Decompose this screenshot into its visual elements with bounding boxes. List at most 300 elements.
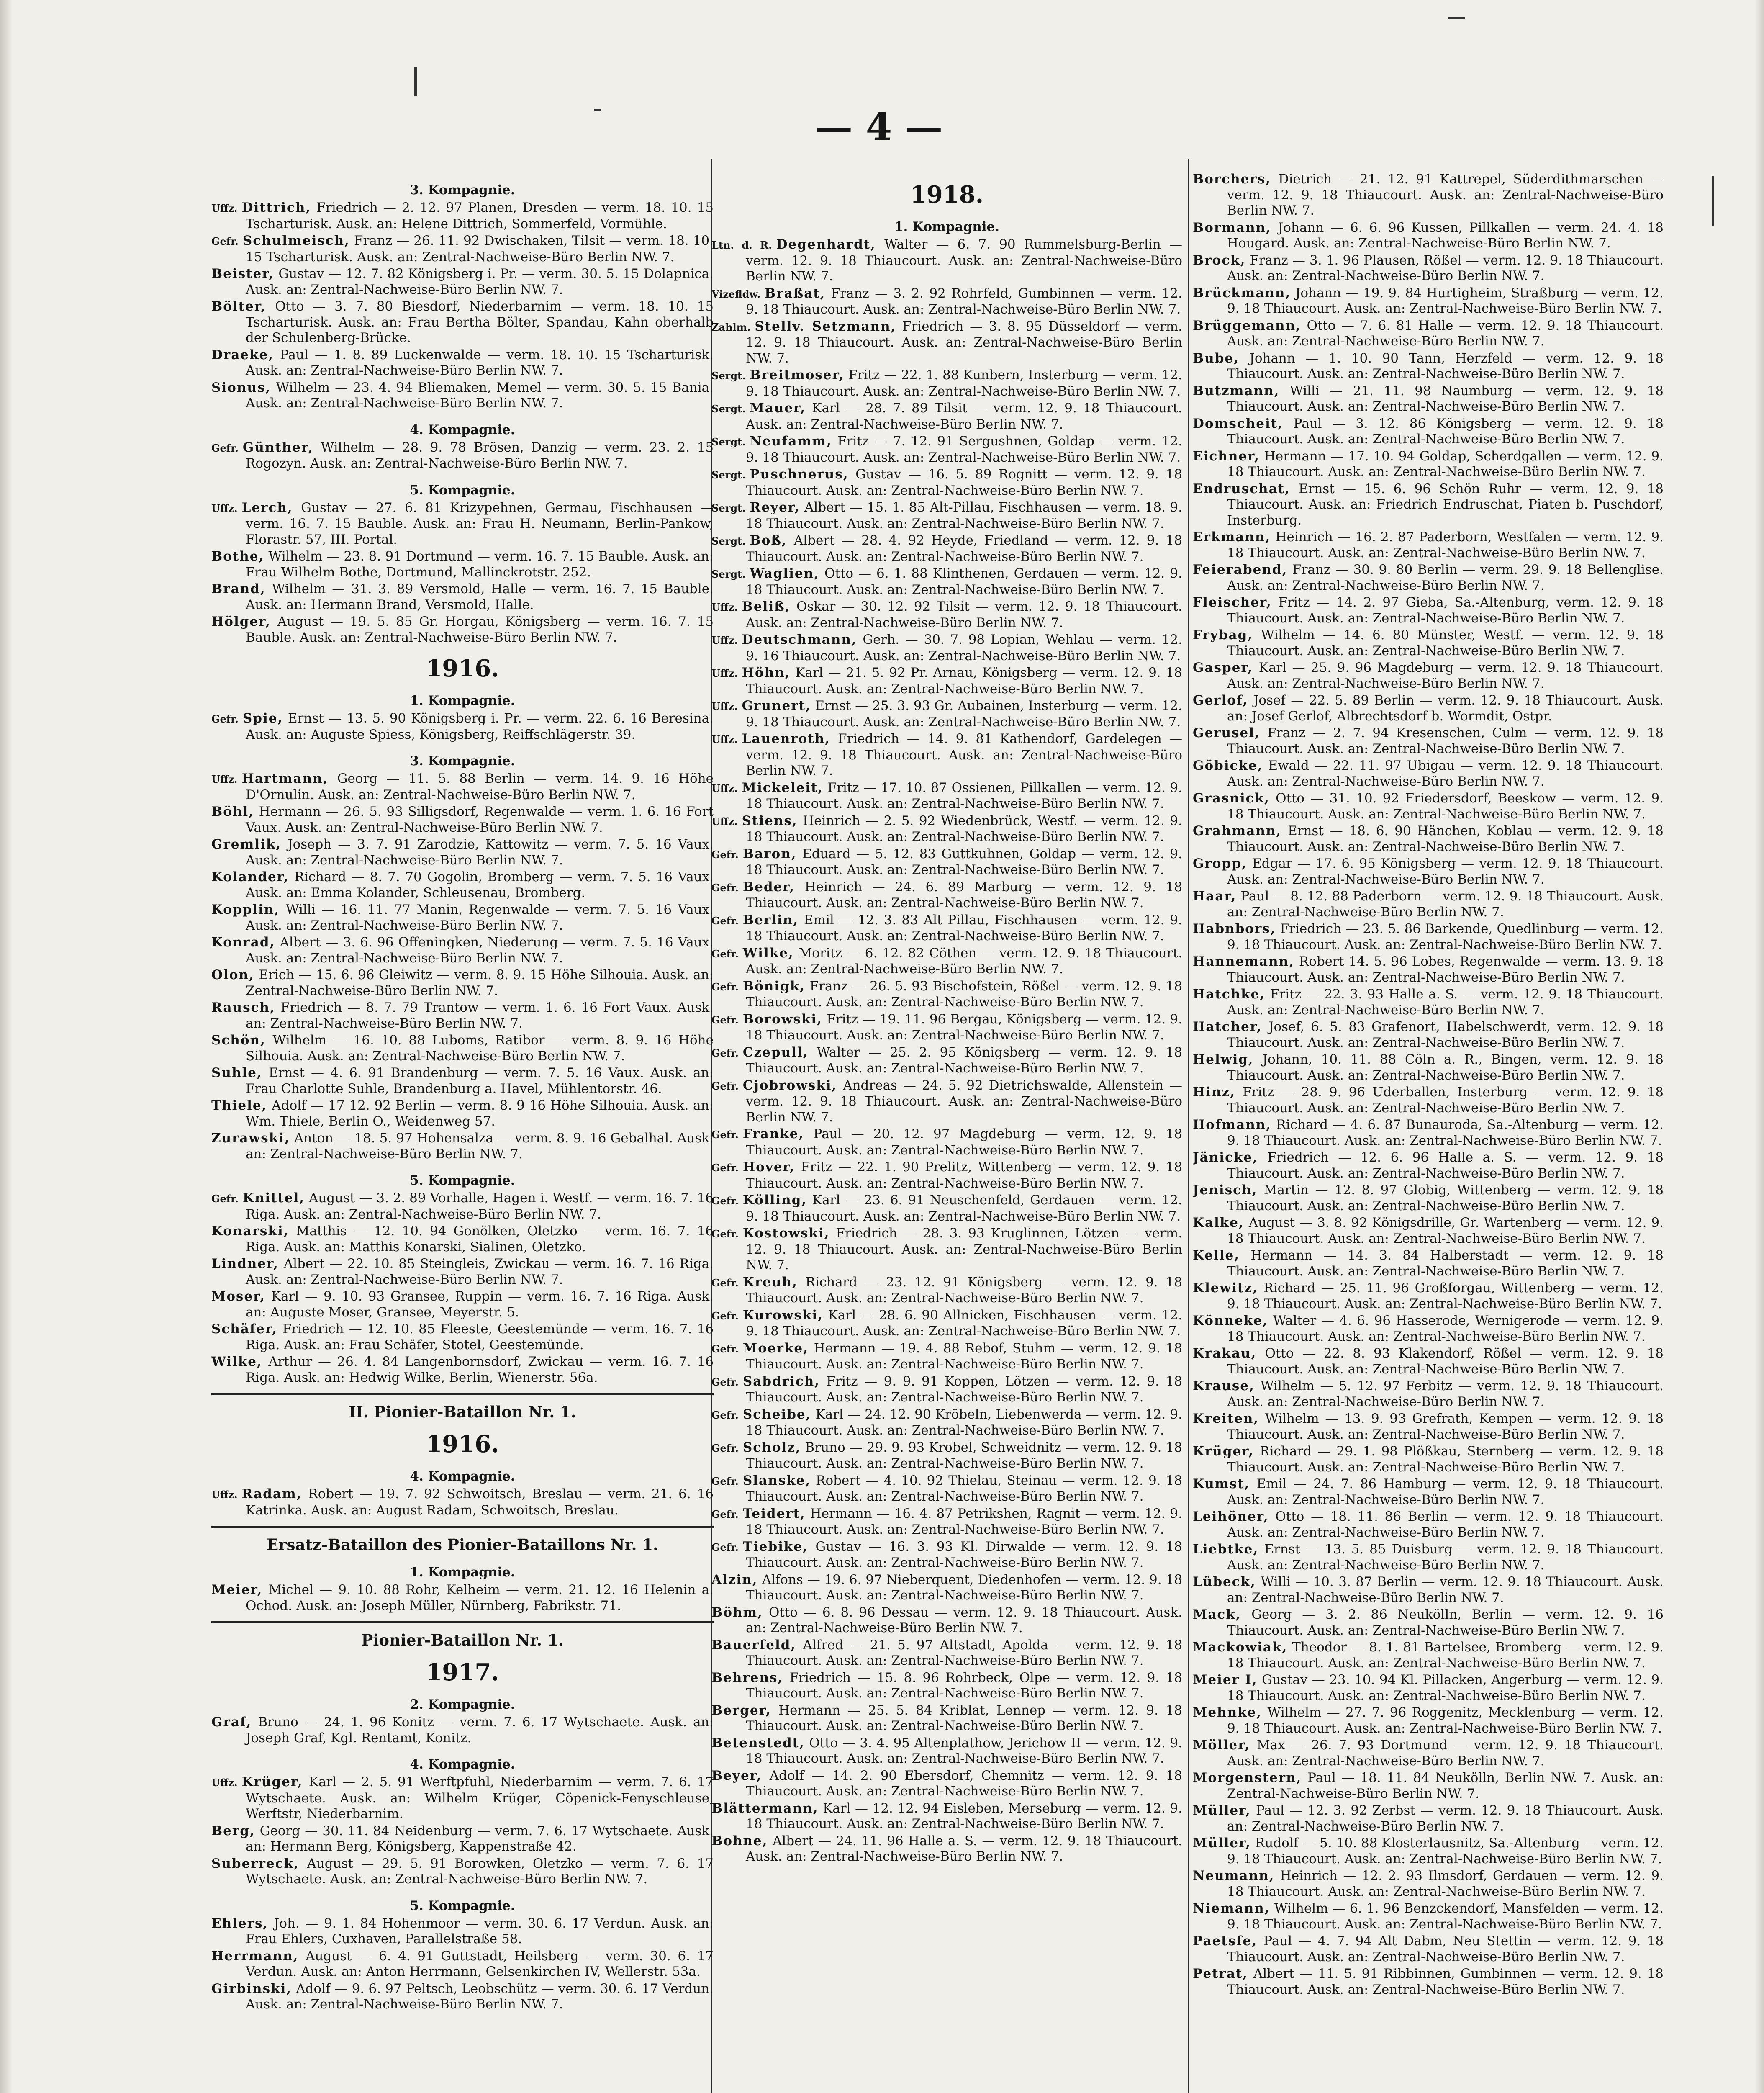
entry-name: Konarski, [211,1224,289,1239]
entry-details: Albert — 11. 5. 91 Ribbinnen, Gumbinnen — verm. 12. 9. 18 Thiaucourt. Ausk. an: Zentral-Nachweise-Büro Berlin NW. 7. [1227,1966,1664,1997]
entry-name: Stellv. Setzmann, [755,319,896,334]
entry-details: Ernst — 18. 6. 90 Hänchen, Koblau — verm. 12. 9. 18 Thiaucourt. Ausk. an: Zentral-Nachweise-Büro Berlin NW. 7. [1227,823,1664,854]
casualty-entry [211,1098,714,1129]
entry-details: Otto — 6. 1. 88 Klinthenen, Gerdauen — verm. 12. 9. 18 Thiaucourt. Ausk. an: Zentral-Nachweise-Büro Berlin NW. 7. [746,566,1182,597]
entry-name: Olon, [211,967,254,982]
casualty-entry [711,1605,1182,1636]
entry-name: Fleischer, [1193,595,1272,610]
entry-details: Adolf — 9. 6. 97 Peltsch, Leobschütz — verm. 30. 6. 17 Verdun. Ausk. an: Zentral-Nachweise-Büro Berlin NW. 7. [246,1981,714,2012]
casualty-entry [1193,285,1664,317]
casualty-entry [1193,1019,1664,1051]
entry-details: Fritz — 7. 12. 91 Sergushnen, Goldap — verm. 12. 9. 18 Thiaucourt. Ausk. an: Zentral-Nachweise-Büro Berlin NW. 7. [746,434,1182,465]
page-edge-right [1755,0,1764,2093]
company-heading: 5. Kompagnie. [410,482,515,498]
entry-name: Borchers, [1193,172,1271,187]
casualty-entry [711,1736,1182,1767]
entry-details: Paul — 12. 3. 92 Zerbst — verm. 12. 9. 18 Thiaucourt. Ausk. an: Zentral-Nachweise-Büro Berlin NW. 7. [1227,1803,1664,1834]
company-heading: 3. Kompagnie. [410,753,515,769]
entry-name: Girbinski, [211,1981,292,1996]
ink-mark [1712,176,1714,226]
entry-details: Ernst — 4. 6. 91 Brandenburg — verm. 7. 5. 16 Vaux. Ausk. an: Frau Charlotte Suhle, Brandenburg a. Havel, Mühlentorstr. 46. [246,1065,714,1096]
entry-name: Kurowski, [742,1307,823,1323]
battalion-heading: II. Pionier-Bataillon Nr. 1. [349,1403,576,1421]
casualty-entry [711,467,1182,499]
casualty-entry [711,1703,1182,1734]
casualty-entry [211,347,714,379]
entry-name: Hatchke, [1193,987,1266,1002]
entry-details: Ernst — 15. 6. 96 Schön Ruhr — verm. 12. 9. 18 Thiaucourt. Ausk. an: Friedrich Endruschat, Piaten b. Puschdorf, Insterburg. [1227,481,1664,528]
entry-details: Georg — 11. 5. 88 Berlin — verm. 14. 9. 16 Höhe D'Ornulin. Ausk. an: Zentral-Nachweise-Büro Berlin NW. 7. [246,771,714,802]
entry-details: Karl — 28. 7. 89 Tilsit — verm. 12. 9. 18 Thiaucourt. Ausk. an: Zentral-Nachweise-Büro Berlin NW. 7. [746,401,1182,432]
casualty-entry [211,1322,714,1353]
casualty-entry [711,632,1182,664]
casualty-entry [1193,220,1664,252]
casualty-entry [1193,530,1664,561]
entry-name: Haar, [1193,889,1237,904]
entry-details: Richard — 29. 1. 98 Plößkau, Sternberg — verm. 12. 9. 18 Thiaucourt. Ausk. an: Zentral-Nachweise-Büro Berlin NW. 7. [1227,1444,1664,1475]
entry-rank: Sergt. [711,535,746,547]
entry-details: Georg — 30. 11. 84 Neidenburg — verm. 7. 6. 17 Wytschaete. Ausk. an: Hermann Berg, Königsberg, Kappenstraße 42. [246,1823,714,1854]
company-heading: 1. Kompagnie. [894,219,1000,234]
entry-details: Fritz — 9. 9. 91 Koppen, Lötzen — verm. 12. 9. 18 Thiaucourt. Ausk. an: Zentral-Nachweise-Büro Berlin NW. 7. [746,1373,1182,1405]
entry-name: Wilke, [211,1354,262,1369]
entry-details: Paul — 20. 12. 97 Magdeburg — verm. 12. 9. 18 Thiaucourt. Ausk. an: Zentral-Nachweise-Büro Berlin NW. 7. [746,1126,1182,1158]
casualty-entry [211,1289,714,1320]
casualty-entry [711,1833,1182,1865]
entry-name: Domscheit, [1193,416,1283,431]
entry-rank: Gefr. [711,1195,739,1207]
entry-name: Tiebike, [742,1539,808,1554]
entry-name: Alzin, [711,1572,758,1587]
entry-rank: Gefr. [711,848,739,861]
entry-name: Braßat, [765,285,826,301]
entry-name: Habnbors, [1193,921,1276,936]
casualty-entry [711,500,1182,532]
entry-details: Albert — 24. 11. 96 Halle a. S. — verm. 12. 9. 18 Thiaucourt. Ausk. an: Zentral-Nachweise-Büro Berlin NW. 7. [746,1833,1182,1864]
casualty-entry [711,1572,1182,1604]
entry-name: Jenisch, [1193,1183,1258,1198]
entry-name: Beyer, [711,1768,762,1783]
casualty-entry [1193,1280,1664,1312]
entry-details: Ernst — 13. 5. 85 Duisburg — verm. 12. 9. 18 Thiaucourt. Ausk. an: Zentral-Nachweise-Büro Berlin NW. 7. [1227,1542,1664,1573]
casualty-entry [211,804,714,836]
entry-name: Hölger, [211,614,271,629]
entry-details: Wilhelm — 13. 9. 93 Grefrath, Kempen — verm. 12. 9. 18 Thiaucourt. Ausk. an: Zentral-Nachweise-Büro Berlin NW. 7. [1227,1411,1664,1442]
casualty-entry [211,711,714,743]
entry-name: Frybag, [1193,627,1253,643]
entry-name: Bönigk, [742,978,806,994]
entry-name: Kölling, [742,1193,807,1208]
entry-details: Joseph — 3. 7. 91 Zarodzie, Kattowitz — verm. 7. 5. 16 Vaux. Ausk. an: Zentral-Nachweise-Büro Berlin NW. 7. [246,837,714,868]
entry-name: Kalke, [1193,1215,1244,1230]
entry-name: Lerch, [241,500,293,515]
entry-name: Brüggemann, [1193,318,1301,333]
entry-details: Bruno — 29. 9. 93 Krobel, Schweidnitz — verm. 12. 9. 18 Thiaucourt. Ausk. an: Zentral-Nachweise-Büro Berlin NW. 7. [746,1440,1182,1471]
entry-details: Richard — 4. 6. 87 Bunauroda, Sa.-Altenburg — verm. 12. 9. 18 Thiaucourt. Ausk. an: Zentral-Nachweise-Büro Berlin NW. 7. [1227,1117,1664,1148]
entry-name: Suhle, [211,1065,262,1080]
entry-details: Wilhelm — 27. 7. 96 Roggenitz, Mecklenburg — verm. 12. 9. 18 Thiaucourt. Ausk. an: Zentral-Nachweise-Büro Berlin NW. 7. [1227,1705,1664,1736]
entry-details: Erich — 15. 6. 96 Gleiwitz — verm. 8. 9. 15 Höhe Silhouia. Ausk. an: Zentral-Nachweise-Büro Berlin NW. 7. [246,967,714,998]
entry-details: Ernst — 25. 3. 93 Gr. Aubainen, Insterburg — verm. 12. 9. 18 Thiaucourt. Ausk. an: Zentral-Nachweise-Büro Berlin NW. 7. [746,698,1182,730]
casualty-entry [211,837,714,868]
entry-details: Heinrich — 16. 2. 87 Paderborn, Westfalen — verm. 12. 9. 18 Thiaucourt. Ausk. an: Zentral-Nachweise-Büro Berlin NW. 7. [1227,530,1664,561]
entry-rank: Gefr. [711,1475,739,1487]
casualty-entry [211,771,714,803]
casualty-entry [1193,1640,1664,1671]
entry-name: Liebtke, [1193,1542,1259,1557]
casualty-entry [1193,1770,1664,1802]
entry-name: Bormann, [1193,220,1271,235]
entry-details: Richard — 8. 7. 70 Gogolin, Bromberg — verm. 7. 5. 16 Vaux. Ausk. an: Emma Kolander, Schleusenau, Bromberg. [246,869,714,900]
entry-details: Franz — 3. 2. 92 Rohrfeld, Gumbinnen — verm. 12. 9. 18 Thiaucourt. Ausk. an: Zentral-Nachweise-Büro Berlin NW. 7. [746,285,1182,317]
entry-details: Friedrich — 23. 5. 86 Barkende, Quedlinburg — verm. 12. 9. 18 Thiaucourt. Ausk. an: Zentral-Nachweise-Büro Berlin NW. 7. [1227,921,1664,952]
entry-name: Hinz, [1193,1085,1236,1100]
entry-name: Czepull, [742,1044,809,1060]
entry-name: Berg, [211,1823,255,1838]
entry-details: Otto — 3. 4. 95 Altenplathow, Jerichow II — verm. 12. 9. 18 Thiaucourt. Ausk. an: Zentral-Nachweise-Büro Berlin NW. 7. [746,1735,1182,1766]
entry-name: Jänicke, [1193,1150,1258,1165]
entry-details: Friedrich — 3. 8. 95 Düsseldorf — verm. 12. 9. 18 Thiaucourt. Ausk. an: Zentral-Nachweise-Büro Berlin NW. 7. [746,319,1182,366]
entry-details: Robert — 19. 7. 92 Schwoitsch, Breslau — verm. 21. 6. 16 Katrinka. Ausk. an: August Radam, Schwoitsch, Breslau. [246,1486,714,1518]
entry-details: Albert — 28. 4. 92 Heyde, Friedland — verm. 12. 9. 18 Thiaucourt. Ausk. an: Zentral-Nachweise-Büro Berlin NW. 7. [746,533,1182,564]
entry-details: Fritz — 22. 1. 88 Kunbern, Insterburg — verm. 12. 9. 18 Thiaucourt. Ausk. an: Zentral-Nachweise-Büro Berlin NW. 7. [746,368,1182,399]
entry-rank: Uffz. [211,1777,238,1789]
casualty-entry [1193,481,1664,529]
entry-details: Wilhelm — 6. 1. 96 Benzckendorf, Mansfelden — verm. 12. 9. 18 Thiaucourt. Ausk. an: Zentral-Nachweise-Büro Berlin NW. 7. [1227,1901,1664,1932]
entry-name: Bothe, [211,549,264,564]
entry-name: Gropp, [1193,856,1247,871]
entry-name: Erkmann, [1193,530,1271,545]
entry-details: Karl — 25. 9. 96 Magdeburg — verm. 12. 9. 18 Thiaucourt. Ausk. an: Zentral-Nachweise-Büro Berlin NW. 7. [1227,660,1664,691]
casualty-entry [211,500,714,548]
entry-details: Franz — 2. 7. 94 Kresenschen, Culm — verm. 12. 9. 18 Thiaucourt. Ausk. an: Zentral-Nachweise-Büro Berlin NW. 7. [1227,725,1664,756]
entry-rank: Gefr. [711,947,739,960]
casualty-entry [211,1981,714,2013]
entry-rank: Gefr. [711,881,739,894]
company-heading: 4. Kompagnie. [410,1469,515,1484]
casualty-entry [711,434,1182,465]
casualty-entry [1193,693,1664,724]
entry-name: Bube, [1193,350,1239,366]
casualty-entry [1193,1248,1664,1279]
entry-details: Alfons — 19. 6. 97 Nieberquent, Diedenhofen — verm. 12. 9. 18 Thiaucourt. Ausk. an: Zentral-Nachweise-Büro Berlin NW. 7. [746,1572,1182,1603]
entry-details: Fritz — 17. 10. 87 Ossienen, Pillkallen — verm. 12. 9. 18 Thiaucourt. Ausk. an: Zentral-Nachweise-Büro Berlin NW. 7. [746,780,1182,811]
casualty-entry [711,1374,1182,1406]
casualty-entry [211,440,714,472]
entry-details: Willi — 21. 11. 98 Naumburg — verm. 12. 9. 18 Thiaucourt. Ausk. an: Zentral-Nachweise-Büro Berlin NW. 7. [1227,383,1664,414]
casualty-entry [1193,562,1664,594]
casualty-entry [211,1354,714,1386]
entry-details: Theodor — 8. 1. 81 Bartelsee, Bromberg — verm. 12. 9. 18 Thiaucourt. Ausk. an: Zentral-Nachweise-Büro Berlin NW. 7. [1227,1640,1664,1671]
entry-name: Mackowiak, [1193,1640,1288,1655]
casualty-entry [211,1774,714,1822]
entry-details: Anton — 18. 5. 97 Hohensalza — verm. 8. 9. 16 Gebalhal. Ausk. an: Zentral-Nachweise-Büro Berlin NW. 7. [246,1131,714,1162]
entry-rank: Zahlm. [711,321,751,333]
casualty-entry [711,599,1182,631]
entry-details: Paul — 1. 8. 89 Luckenwalde — verm. 18. 10. 15 Tscharturisk. Ausk. an: Zentral-Nachweise-Büro Berlin NW. 7. [246,347,714,378]
casualty-entry [1193,921,1664,953]
entry-name: Krause, [1193,1378,1255,1394]
entry-name: Dittrich, [241,200,311,215]
casualty-entry [211,299,714,346]
ink-mark [1448,17,1465,19]
entry-rank: Gefr. [711,1442,739,1454]
entry-name: Kreuh, [742,1274,798,1290]
entry-rank: Ltn. d. R. [711,239,772,251]
entry-rank: Gefr. [211,1193,239,1205]
entry-rank: Gefr. [711,1228,739,1240]
casualty-entry [711,813,1182,845]
entry-name: Beliß, [742,599,791,614]
year-heading: 1916. [426,1430,499,1458]
casualty-entry [1193,1346,1664,1377]
entry-details: Paul — 18. 11. 84 Neukölln, Berlin NW. 7. Ausk. an: Zentral-Nachweise-Büro Berlin NW. 7. [1227,1770,1664,1801]
entry-details: Friedrich — 28. 3. 93 Kruglinnen, Lötzen — verm. 12. 9. 18 Thiaucourt. Ausk. an: Zentral-Nachweise-Büro Berlin NW. 7. [746,1226,1182,1273]
casualty-entry [211,266,714,298]
entry-details: August — 6. 4. 91 Guttstadt, Heilsberg — verm. 30. 6. 17 Verdun. Ausk. an: Anton Herrmann, Gelsenkirchen IV, Wellerstr. 53a. [246,1948,714,1979]
casualty-entry [1193,1901,1664,1932]
entry-name: Paetsfe, [1193,1934,1257,1949]
entry-rank: Gefr. [711,1309,739,1322]
casualty-entry [211,1000,714,1031]
entry-name: Hofmann, [1193,1117,1272,1132]
entry-rank: Uffz. [711,667,738,679]
entry-details: Johann — 19. 9. 84 Hurtigheim, Straßburg — verm. 12. 9. 18 Thiaucourt. Ausk. an: Zentral-Nachweise-Büro Berlin NW. 7. [1227,285,1664,316]
casualty-entry [711,1638,1182,1669]
entry-details: Franz — 26. 11. 92 Dwischaken, Tilsit — verm. 18. 10. 15 Tscharturisk. Ausk. an: Zentral-Nachweise-Büro Berlin NW. 7. [246,233,714,265]
casualty-entry [711,1126,1182,1158]
company-heading: 2. Kompagnie. [410,1697,515,1712]
entry-details: Friedrich — 15. 8. 96 Rohrbeck, Olpe — verm. 12. 9. 18 Thiaucourt. Ausk. an: Zentral-Nachweise-Büro Berlin NW. 7. [746,1670,1182,1701]
entry-details: August — 29. 5. 91 Borowken, Oletzko — verm. 7. 6. 17 Wytschaete. Ausk. an: Zentral-Nachweise-Büro Berlin NW. 7. [246,1856,714,1887]
casualty-entry [1193,823,1664,855]
casualty-entry [211,1715,714,1746]
entry-details: Hermann — 19. 4. 88 Rebof, Stuhm — verm. 12. 9. 18 Thiaucourt. Ausk. an: Zentral-Nachweise-Büro Berlin NW. 7. [746,1340,1182,1372]
entry-name: Lübeck, [1193,1574,1256,1589]
casualty-entry [1193,725,1664,757]
entry-details: Hermann — 17. 10. 94 Goldap, Scherdgallen — verm. 12. 9. 18 Thiaucourt. Ausk. an: Zentral-Nachweise-Büro Berlin NW. 7. [1227,448,1664,479]
entry-name: Beder, [742,879,795,895]
battalion-heading: Ersatz-Bataillon des Pionier-Bataillons Nr. 1. [266,1535,658,1554]
casualty-entry [711,879,1182,911]
entry-details: Paul — 3. 12. 86 Königsberg — verm. 12. 9. 18 Thiaucourt. Ausk. an: Zentral-Nachweise-Büro Berlin NW. 7. [1227,416,1664,447]
entry-name: Kelle, [1193,1248,1240,1263]
entry-name: Brückmann, [1193,285,1291,301]
entry-name: Moser, [211,1289,266,1304]
entry-details: Karl — 9. 10. 93 Gransee, Ruppin — verm. 16. 7. 16 Riga. Ausk. an: Auguste Moser, Gransee, Meyerstr. 5. [246,1289,714,1320]
entry-name: Behrens, [711,1670,783,1685]
entry-rank: Gefr. [711,914,739,927]
casualty-entry [711,566,1182,598]
entry-name: Bölter, [211,299,267,314]
entry-details: Rudolf — 5. 10. 88 Klosterlausnitz, Sa.-Altenburg — verm. 12. 9. 18 Thiaucourt. Ausk. an: Zentral-Nachweise-Büro Berlin NW. 7. [1227,1836,1664,1867]
entry-name: Berlin, [742,912,799,928]
entry-details: Gustav — 16. 5. 89 Rognitt — verm. 12. 9. 18 Thiaucourt. Ausk. an: Zentral-Nachweise-Büro Berlin NW. 7. [746,467,1182,498]
entry-name: Waglien, [750,566,819,581]
entry-name: Müller, [1193,1836,1251,1851]
entry-rank: Uffz. [711,700,738,712]
casualty-entry [1193,1476,1664,1508]
casualty-entry [711,1078,1182,1126]
entry-details: Andreas — 24. 5. 92 Dietrichswalde, Allenstein — verm. 12. 9. 18 Thiaucourt. Ausk. an: Zentral-Nachweise-Büro Berlin NW. 7. [746,1077,1182,1125]
entry-details: Otto — 18. 11. 86 Berlin — verm. 12. 9. 18 Thiaucourt. Ausk. an: Zentral-Nachweise-Büro Berlin NW. 7. [1227,1509,1664,1540]
entry-rank: Uffz. [711,782,738,795]
entry-details: Josef — 22. 5. 89 Berlin — verm. 12. 9. 18 Thiaucourt. Ausk. an: Josef Gerlof, Albrechtsdorf b. Wormdit, Ostpr. [1227,693,1664,724]
casualty-entry [1193,758,1664,789]
entry-details: Edgar — 17. 6. 95 Königsberg — verm. 12. 9. 18 Thiaucourt. Ausk. an: Zentral-Nachweise-Büro Berlin NW. 7. [1227,856,1664,887]
year-heading: 1916. [426,655,499,682]
casualty-entry [711,846,1182,878]
entry-name: Möller, [1193,1738,1250,1753]
entry-name: Meier I, [1193,1672,1258,1687]
entry-details: Dietrich — 21. 12. 91 Kattrepel, Süderdithmarschen — verm. 12. 9. 18 Thiaucourt. Ausk. an: Zentral-Nachweise-Büro Berlin NW. 7. [1227,172,1664,218]
casualty-entry [711,1160,1182,1191]
entry-name: Deutschmann, [742,632,857,647]
entry-name: Thiele, [211,1098,267,1113]
casualty-entry [1193,1738,1664,1769]
company-heading: 5. Kompagnie. [410,1173,515,1188]
entry-name: Schulmeisch, [242,233,350,248]
entry-rank: Gefr. [711,980,739,993]
entry-rank: Gefr. [711,1541,739,1553]
entry-name: Neumann, [1193,1868,1275,1883]
entry-details: Paul — 8. 12. 88 Paderborn — verm. 12. 9. 18 Thiaucourt. Ausk. an: Zentral-Nachweise-Büro Berlin NW. 7. [1227,889,1664,920]
entry-name: Eichner, [1193,448,1260,464]
entry-name: Krüger, [1193,1444,1254,1459]
entry-name: Bohne, [711,1833,768,1849]
entry-details: Richard — 23. 12. 91 Königsberg — verm. 12. 9. 18 Thiaucourt. Ausk. an: Zentral-Nachweise-Büro Berlin NW. 7. [746,1274,1182,1306]
entry-details: Wilhelm — 23. 4. 94 Bliemaken, Memel — verm. 30. 5. 15 Bania. Ausk. an: Zentral-Nachweise-Büro Berlin NW. 7. [246,380,714,411]
section-rule [211,1393,714,1395]
casualty-entry [711,979,1182,1011]
casualty-entry [1193,253,1664,284]
entry-details: August — 19. 5. 85 Gr. Horgau, Königsberg — verm. 16. 7. 15 Bauble. Ausk. an: Zentral-Nachweise-Büro Berlin NW. 7. [246,614,714,645]
entry-details: Otto — 3. 7. 80 Biesdorf, Niederbarnim — verm. 18. 10. 15 Tscharturisk. Ausk. an: Frau Bertha Bölter, Spandau, Kahn oberhalb der Schulenberg-Brücke. [246,299,714,345]
entry-name: Hannemann, [1193,954,1294,969]
casualty-entry [711,1341,1182,1373]
casualty-entry [711,1506,1182,1538]
casualty-entry [1193,791,1664,822]
entry-name: Reyer, [750,500,800,515]
entry-rank: Gefr. [211,442,239,454]
entry-name: Slanske, [742,1473,811,1488]
entry-details: Hermann — 14. 3. 84 Halberstadt — verm. 12. 9. 18 Thiaucourt. Ausk. an: Zentral-Nachweise-Büro Berlin NW. 7. [1227,1248,1664,1279]
entry-name: Butzmann, [1193,383,1280,399]
casualty-entry [211,1131,714,1162]
entry-name: Brand, [211,581,266,597]
casualty-entry [711,1440,1182,1472]
entry-name: Hover, [742,1160,795,1175]
entry-name: Betenstedt, [711,1735,805,1751]
entry-name: Gerlof, [1193,693,1248,708]
casualty-entry [211,1856,714,1887]
entry-details: Otto — 7. 6. 81 Halle — verm. 12. 9. 18 Thiaucourt. Ausk. an: Zentral-Nachweise-Büro Berlin NW. 7. [1227,318,1664,349]
entry-name: Helwig, [1193,1052,1254,1067]
casualty-entry [1193,1085,1664,1116]
entry-name: Feierabend, [1193,562,1288,577]
entry-details: Max — 26. 7. 93 Dortmund — verm. 12. 9. 18 Thiaucourt. Ausk. an: Zentral-Nachweise-Büro Berlin NW. 7. [1227,1738,1664,1769]
entry-details: Friedrich — 12. 10. 85 Fleeste, Geestemünde — verm. 16. 7. 16 Riga. Ausk. an: Frau Schäfer, Stotel, Geestemünde. [246,1322,714,1352]
entry-name: Böhl, [211,804,254,819]
casualty-entry [711,533,1182,565]
entry-name: Sabdrich, [742,1373,820,1389]
entry-rank: Gefr. [211,235,239,247]
entry-details: Karl — 12. 12. 94 Eisleben, Merseburg — verm. 12. 9. 18 Thiaucourt. Ausk. an: Zentral-Nachweise-Büro Berlin NW. 7. [746,1800,1182,1831]
entry-name: Draeke, [211,347,274,363]
entry-details: Bruno — 24. 1. 96 Konitz — verm. 7. 6. 17 Wytschaete. Ausk. an: Joseph Graf, Kgl. Rentamt, Konitz. [246,1715,714,1746]
entry-details: Johann — 6. 6. 96 Kussen, Pillkallen — verm. 24. 4. 18 Hougard. Ausk. an: Zentral-Nachweise-Büro Berlin NW. 7. [1227,220,1664,251]
casualty-entry [211,1033,714,1064]
entry-details: Gerh. — 30. 7. 98 Lopian, Wehlau — verm. 12. 9. 16 Thiaucourt. Ausk. an: Zentral-Nachweise-Büro Berlin NW. 7. [746,632,1182,663]
entry-details: Karl — 2. 5. 91 Werftpfuhl, Niederbarnim — verm. 7. 6. 17 Wytschaete. Ausk. an: Wilhelm Krüger, Cöpenick-Fenyschleuse, Werftstr, Niederbarnim. [246,1774,714,1821]
entry-name: Spie, [242,711,283,726]
casualty-entry [1193,449,1664,480]
entry-name: Morgenstern, [1193,1770,1302,1785]
entry-name: Degenhardt, [776,237,876,252]
casualty-entry [1193,1574,1664,1606]
entry-rank: Gefr. [711,1342,739,1355]
entry-details: Albert — 22. 10. 85 Steingleis, Zwickau — verm. 16. 7. 16 Riga. Ausk. an: Zentral-Nachweise-Büro Berlin NW. 7. [246,1256,714,1287]
entry-details: Albert — 15. 1. 85 Alt-Pillau, Fischhausen — verm. 18. 9. 18 Thiaucourt. Ausk. an: Zentral-Nachweise-Büro Berlin NW. 7. [746,500,1182,531]
entry-name: Lauenroth, [742,731,830,746]
entry-details: Heinrich — 24. 6. 89 Marburg — verm. 12. 9. 18 Thiaucourt. Ausk. an: Zentral-Nachweise-Büro Berlin NW. 7. [746,879,1182,910]
entry-details: Friedrich — 8. 7. 79 Trantow — verm. 1. 6. 16 Fort Vaux. Ausk. an: Zentral-Nachweise-Büro Berlin NW. 7. [246,1000,714,1031]
entry-rank: Sergt. [711,469,746,481]
entry-details: Gustav — 16. 3. 93 Kl. Dirwalde — verm. 12. 9. 18 Thiaucourt. Ausk. an: Zentral-Nachweise-Büro Berlin NW. 7. [746,1539,1182,1570]
casualty-entry [1193,1117,1664,1149]
casualty-entry [711,1670,1182,1702]
year-heading: 1917. [426,1658,499,1686]
casualty-entry [211,869,714,901]
casualty-entry [211,1256,714,1288]
entry-details: Paul — 4. 7. 94 Alt Dabm, Neu Stettin — verm. 12. 9. 18 Thiaucourt. Ausk. an: Zentral-Nachweise-Büro Berlin NW. 7. [1227,1934,1664,1964]
entry-details: Walter — 4. 6. 96 Hasserode, Wernigerode — verm. 12. 9. 18 Thiaucourt. Ausk. an: Zentral-Nachweise-Büro Berlin NW. 7. [1227,1313,1664,1344]
entry-details: Otto — 6. 8. 96 Dessau — verm. 12. 9. 18 Thiaucourt. Ausk. an: Zentral-Nachweise-Büro Berlin NW. 7. [746,1604,1182,1635]
section-rule [211,1621,714,1623]
entry-rank: Gefr. [711,1013,739,1026]
entry-name: Blättermann, [711,1800,819,1816]
entry-details: Walter — 25. 2. 95 Königsberg — verm. 12. 9. 18 Thiaucourt. Ausk. an: Zentral-Nachweise-Büro Berlin NW. 7. [746,1044,1182,1076]
entry-name: Kopplin, [211,902,280,917]
entry-details: Willi — 16. 11. 77 Manin, Regenwalde — verm. 7. 5. 16 Vaux. Ausk. an: Zentral-Nachweise-Büro Berlin NW. 7. [246,902,714,933]
entry-name: Boß, [750,533,787,548]
entry-rank: Uffz. [711,601,738,613]
entry-name: Mehnke, [1193,1705,1262,1720]
casualty-entry [211,902,714,933]
entry-rank: Gefr. [711,1080,739,1092]
casualty-entry [1193,1183,1664,1214]
entry-name: Müller, [1193,1803,1251,1818]
entry-details: Wilhelm — 28. 9. 78 Brösen, Danzig — verm. 23. 2. 15 Rogozyn. Ausk. an: Zentral-Nachweise-Büro Berlin NW. 7. [246,440,714,471]
casualty-entry [711,1407,1182,1439]
casualty-entry [711,731,1182,779]
entry-rank: Gefr. [711,1508,739,1520]
entry-name: Berger, [711,1702,771,1718]
entry-name: Stiens, [742,813,798,828]
entry-details: Heinrich — 2. 5. 92 Wiedenbrück, Westf. — verm. 12. 9. 18 Thiaucourt. Ausk. an: Zentral-Nachweise-Büro Berlin NW. 7. [746,813,1182,844]
casualty-entry [1193,172,1664,219]
casualty-entry [711,780,1182,812]
casualty-entry [1193,1607,1664,1638]
entry-name: Lindner, [211,1256,279,1271]
company-heading: 1. Kompagnie. [410,1565,515,1580]
entry-details: Wilhelm — 23. 8. 91 Dortmund — verm. 16. 7. 15 Bauble. Ausk. an: Frau Wilhelm Bothe, Dortmund, Mallinckrotstr. 252. [246,549,714,580]
entry-details: Josef, 6. 5. 83 Grafenort, Habelschwerdt, verm. 12. 9. 18 Thiaucourt. Ausk. an: Zentral-Nachweise-Büro Berlin NW. 7. [1227,1019,1664,1050]
entry-name: Schäfer, [211,1322,277,1337]
page-edge-left [0,0,12,2093]
casualty-entry [1193,1444,1664,1475]
casualty-entry [211,1224,714,1255]
